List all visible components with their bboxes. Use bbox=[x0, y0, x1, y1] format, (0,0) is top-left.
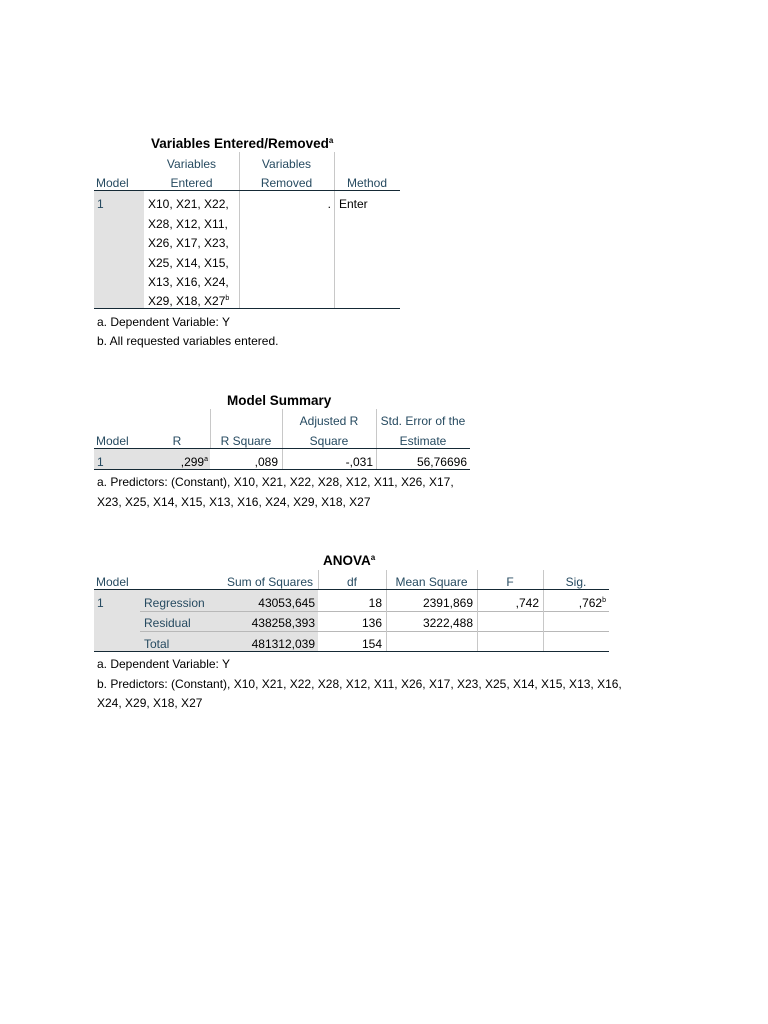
header-variables-entered-1: Variables bbox=[166, 157, 217, 171]
entered-variables-line: X26, X17, X23, bbox=[148, 236, 229, 250]
method-cell: Enter bbox=[339, 197, 368, 211]
header-model: Model bbox=[96, 434, 129, 448]
footnote: X24, X29, X18, X27 bbox=[97, 696, 203, 710]
row-divider bbox=[140, 611, 609, 612]
df-total: 154 bbox=[361, 637, 382, 651]
table-bottom-rule bbox=[94, 308, 400, 309]
header-divider bbox=[239, 152, 240, 190]
header-variables-removed-2: Removed bbox=[260, 176, 313, 190]
footnote: b. All requested variables entered. bbox=[97, 334, 279, 348]
df-regression: 18 bbox=[368, 596, 382, 610]
table-bottom-rule bbox=[94, 469, 470, 470]
r-square-value: ,089 bbox=[254, 455, 278, 469]
entered-variables-line: X29, X18, X27$^b$ bbox=[148, 294, 230, 308]
row-model-number: 1 bbox=[97, 455, 104, 469]
header-adjusted-r-1: Adjusted R bbox=[299, 414, 359, 428]
header-divider bbox=[543, 570, 544, 589]
entered-variables-line: X25, X14, X15, bbox=[148, 255, 229, 270]
header-f: F bbox=[506, 575, 514, 589]
header-method: Method bbox=[346, 176, 388, 190]
footnote: a. Dependent Variable: Y bbox=[97, 657, 230, 671]
row-model-number: 1 bbox=[97, 596, 104, 610]
header-adjusted-r-2: Square bbox=[309, 434, 349, 448]
ss-residual: 438258,393 bbox=[251, 616, 315, 630]
sig-regression: ,762$^b$ bbox=[578, 596, 606, 610]
footnote: X23, X25, X14, X15, X13, X16, X24, X29, X18, X27 bbox=[97, 495, 371, 509]
std-error-value: 56,76696 bbox=[416, 455, 467, 469]
header-divider bbox=[477, 570, 478, 589]
header-sig: Sig. bbox=[565, 575, 587, 589]
header-divider bbox=[318, 570, 319, 589]
model-summary-title: Model Summary bbox=[227, 393, 332, 408]
ss-regression: 43053,645 bbox=[258, 596, 315, 610]
header-std-error-1: Std. Error of the bbox=[380, 414, 466, 428]
header-r-square: R Square bbox=[220, 434, 272, 448]
header-r: R bbox=[172, 434, 182, 448]
entered-variables-line: X28, X12, X11, bbox=[148, 216, 228, 231]
header-sum-of-squares: Sum of Squares bbox=[226, 575, 313, 589]
header-variables-removed-1: Variables bbox=[261, 157, 312, 171]
f-regression: ,742 bbox=[515, 596, 539, 610]
row-model-number: 1 bbox=[97, 197, 104, 211]
ms-regression: 2391,869 bbox=[422, 596, 473, 610]
header-divider bbox=[386, 570, 387, 589]
header-df: df bbox=[346, 575, 357, 589]
header-model: Model bbox=[96, 176, 129, 190]
df-residual: 136 bbox=[361, 616, 382, 630]
header-divider bbox=[210, 409, 211, 448]
table-bottom-rule bbox=[94, 651, 609, 652]
header-divider bbox=[282, 409, 283, 448]
header-std-error-2: Estimate bbox=[399, 434, 447, 448]
row-label-regression: Regression bbox=[144, 596, 205, 610]
footnote: a. Dependent Variable: Y bbox=[97, 315, 230, 329]
header-divider bbox=[376, 409, 377, 448]
footnote: a. Predictors: (Constant), X10, X21, X22, X28, X12, X11, X26, X17, bbox=[97, 475, 454, 489]
header-variables-entered-2: Entered bbox=[170, 176, 213, 190]
header-mean-square: Mean Square bbox=[395, 575, 468, 589]
row-label-residual: Residual bbox=[144, 616, 191, 630]
column-divider bbox=[334, 191, 335, 308]
footnote: b. Predictors: (Constant), X10, X21, X22, X28, X12, X11, X26, X17, X23, X25, X14, X15, X13, X16, bbox=[97, 677, 622, 691]
removed-variables-cell: . bbox=[327, 197, 331, 211]
header-divider bbox=[334, 152, 335, 190]
ms-residual: 3222,488 bbox=[422, 616, 473, 630]
header-model: Model bbox=[96, 575, 129, 589]
r-value: ,299$^a$ bbox=[180, 455, 208, 469]
var-table-title: Variables Entered/Removed$^a$ bbox=[151, 136, 334, 151]
entered-variables-line: X13, X16, X24, bbox=[148, 275, 229, 289]
anova-title: ANOVA$^a$ bbox=[323, 553, 376, 568]
entered-variables-line: X10, X21, X22, bbox=[148, 197, 229, 211]
row-divider bbox=[140, 631, 609, 632]
row-label-total: Total bbox=[144, 637, 170, 651]
adjusted-r-square-value: -,031 bbox=[345, 455, 373, 469]
ss-total: 481312,039 bbox=[251, 637, 315, 651]
